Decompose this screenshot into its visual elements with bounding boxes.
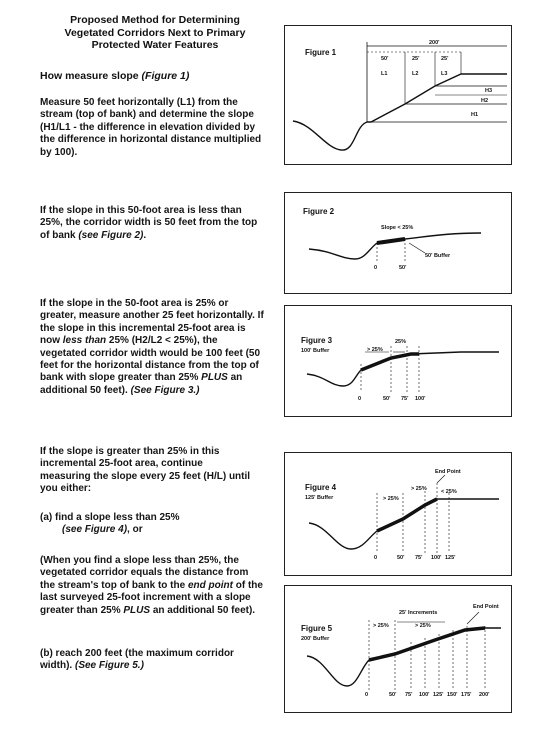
fig5-gt2: > 25% (415, 623, 431, 629)
p3-d: PLUS (201, 372, 228, 384)
fig3-t0: 0 (358, 396, 362, 402)
p5-a: (a) find a slope less than 25% (40, 512, 180, 523)
fig3-t100: 100' (415, 396, 426, 402)
p3-e: an additional 50 feet). (40, 372, 243, 396)
paragraph-continue: If the slope is greater than 25% in this incremental 25-foot area, continue measuring the slope every 25 feet (H/L) until you either: (40, 446, 251, 495)
p6-e: an additional 50 feet). (150, 604, 256, 616)
fig5-buffer: 200' Buffer (301, 636, 330, 642)
heading-ref: (Figure 1) (141, 70, 190, 82)
page-title (40, 14, 270, 52)
title-line-3: Protected Water Features (91, 39, 219, 51)
p6-c: of the last surveyed 25-foot increment with a slope greater than 25% (40, 579, 263, 616)
fig3-t75: 75' (401, 396, 409, 402)
fig3-buffer: 100' Buffer (301, 348, 330, 354)
p3-b: less than (62, 335, 107, 347)
section-heading (40, 70, 189, 82)
fig5-tick: 200' (479, 692, 490, 698)
figure-3-label: Figure 3 (301, 336, 333, 345)
paragraph-25-or-greater (40, 298, 266, 397)
figure-3-diagram (285, 306, 511, 416)
fig2-slope: Slope < 25% (381, 225, 414, 231)
title-line-1: Proposed Method for Determining (70, 14, 240, 26)
fig1-50: 50' (381, 56, 389, 62)
fig1-h1: H1 (471, 112, 479, 118)
paragraph-when-less (40, 555, 266, 617)
p6-d: PLUS (123, 604, 151, 616)
fig1-200: 200' (429, 40, 440, 46)
fig5-tick: 50' (389, 692, 397, 698)
figure-1-diagram (285, 26, 511, 164)
fig5-tick: 0 (365, 692, 369, 698)
fig4-t0: 0 (374, 555, 378, 561)
fig2-t0: 0 (374, 265, 378, 271)
fig2-t50: 50' (399, 265, 407, 271)
figure-1 (284, 25, 512, 165)
fig2-buffer: 50' Buffer (425, 253, 451, 259)
fig4-t100: 100' (431, 555, 442, 561)
fig1-h2: H2 (481, 98, 489, 104)
fig5-tick: 75' (405, 692, 413, 698)
fig1-25b: 25' (441, 56, 449, 62)
fig1-l2: L2 (412, 71, 419, 77)
fig4-gt2: > 25% (411, 486, 427, 492)
fig4-t50: 50' (397, 555, 405, 561)
paragraph-option-b (40, 648, 252, 673)
fig5-gt1: > 25% (373, 623, 389, 629)
p2-ref: (see Figure 2) (78, 229, 144, 241)
fig4-lt: < 25% (441, 489, 457, 495)
p5-c: , or (127, 524, 143, 536)
fig1-25a: 25' (412, 56, 420, 62)
fig5-tick: 150' (447, 692, 458, 698)
fig4-t125: 125' (445, 555, 456, 561)
fig4-end: End Point (435, 469, 461, 475)
fig3-gt: > 25% (367, 347, 383, 353)
p3-c: 25% (H2/L2 < 25%), the vegetated corridor width would be 100 feet (50 feet for the horizontal distance from the top of bank with slope greater than 25% (40, 335, 261, 384)
p2-c: . (143, 229, 147, 241)
paragraph-option-a (40, 512, 252, 537)
fig3-t50: 50' (383, 396, 391, 402)
figure-4-label: Figure 4 (305, 483, 337, 492)
fig3-lt: 25% (395, 339, 407, 345)
fig5-tick: 100' (419, 692, 430, 698)
heading-text: How measure slope (40, 70, 142, 82)
title-line-2: Vegetated Corridors Next to Primary (64, 26, 246, 39)
p3-a: If the slope in the 50-foot area is 25% or greater, measure another 25 feet horizontally. If the slope in this incremental 25-foot area is now (40, 298, 264, 347)
fig5-end: End Point (473, 604, 499, 610)
p6-b: end point (187, 579, 233, 591)
paragraph-measure: Measure 50 feet horizontally (L1) from the stream (top of bank) and determine the slope (H1/L1 - the difference in elevation divided by the difference in horizontal distance multiplied by 100). (40, 97, 262, 158)
p2-a: If the slope in this 50-foot area is less than 25%, the corridor width is 50 feet from the top of bank (40, 205, 258, 241)
fig1-l1: L1 (381, 71, 388, 77)
p3-ref: (See Figure 3.) (130, 384, 200, 396)
p7-a: (b) reach 200 feet (the maximum corridor width). (40, 648, 234, 672)
fig4-t75: 75' (415, 555, 423, 561)
figure-5 (284, 585, 512, 713)
fig5-increments: 25' Increments (399, 610, 438, 616)
fig5-tick: 175' (461, 692, 472, 698)
figure-3 (284, 305, 512, 417)
figure-2-label: Figure 2 (303, 207, 335, 216)
p6-a: (When you find a slope less than 25%, the vegetated corridor equals the distance from the stream's top of bank to the (40, 555, 249, 591)
paragraph-less-than-25 (40, 205, 262, 242)
p7-ref: (See Figure 5.) (75, 660, 144, 672)
figure-5-label: Figure 5 (301, 624, 333, 633)
fig1-l3: L3 (441, 71, 448, 77)
figure-1-label: Figure 1 (305, 48, 337, 57)
figure-2 (284, 192, 512, 294)
fig5-tick: 125' (433, 692, 444, 698)
p5-ref: (see Figure 4) (62, 524, 128, 536)
fig1-h3: H3 (485, 88, 493, 94)
fig4-gt1: > 25% (383, 496, 399, 502)
figure-4 (284, 452, 512, 576)
fig4-buffer: 125' Buffer (305, 495, 334, 501)
